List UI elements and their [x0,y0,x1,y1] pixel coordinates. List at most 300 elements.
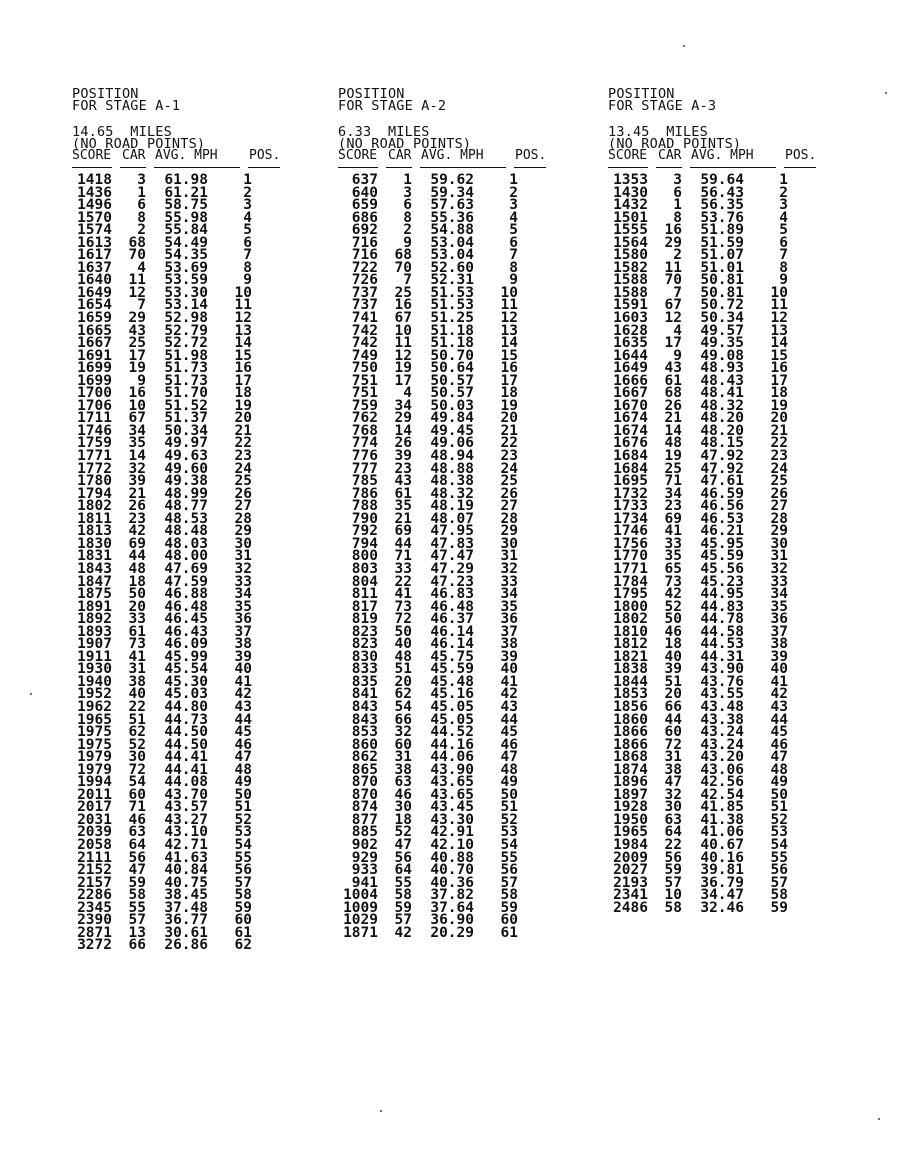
score-cell: 1911 [77,648,112,665]
score-cell: 2286 [77,887,112,904]
mph-cell: 40.16 [700,849,744,866]
car-cell: 21 [128,485,146,502]
score-cell: 1812 [613,636,648,653]
mph-cell: 51.37 [164,410,208,427]
mph-cell: 42.54 [700,786,744,803]
mph-cell: 50.57 [430,385,474,402]
car-cell: 67 [128,410,146,427]
car-cell: 56 [394,849,412,866]
score-cell: 737 [351,297,378,314]
score-cell: 874 [351,799,378,816]
stage-title-line2: FOR STAGE A-1 [72,98,181,114]
score-cell: 804 [351,573,378,590]
score-cell: 2871 [77,924,112,941]
score-cell: 843 [351,711,378,728]
score-cell: 659 [351,197,378,214]
mph-cell: 44.78 [700,611,744,628]
mph-cell: 56.35 [700,197,744,214]
car-cell: 69 [664,510,682,527]
mph-cell: 50.70 [430,347,474,364]
pos-cell: 54 [234,836,252,853]
underline-car [386,162,412,168]
pos-cell: 2 [509,184,518,201]
car-cell: 51 [664,673,682,690]
pos-cell: 3 [243,197,252,214]
pos-cell: 28 [234,510,252,527]
score-cell: 823 [351,623,378,640]
stage-note: (NO ROAD POINTS) [608,136,742,152]
mph-cell: 52.79 [164,322,208,339]
score-cell: 1588 [613,284,648,301]
pos-cell: 1 [779,172,788,188]
mph-cell: 37.82 [430,887,474,904]
score-cell: 1868 [613,749,648,766]
car-cell: 12 [664,310,682,327]
mph-cell: 49.60 [164,460,208,477]
score-cell: 1940 [77,673,112,690]
score-cell: 1649 [613,360,648,377]
score-cell: 742 [351,322,378,339]
car-cell: 9 [403,234,412,251]
pos-cell: 34 [234,586,252,603]
mph-cell: 48.32 [700,397,744,414]
car-cell: 30 [128,749,146,766]
pos-cell: 15 [500,347,518,364]
pos-cell: 42 [500,686,518,703]
pos-cell: 58 [770,887,788,904]
car-cell: 33 [394,560,412,577]
stage-title-line2: FOR STAGE A-2 [338,98,447,114]
car-cell: 44 [128,548,146,565]
mph-cell: 43.65 [430,786,474,803]
pos-cell: 36 [770,611,788,628]
mph-cell: 49.63 [164,448,208,465]
pos-cell: 46 [770,736,788,753]
underline-pos [248,162,280,168]
car-cell: 39 [394,448,412,465]
pos-cell: 25 [770,473,788,490]
car-cell: 35 [664,548,682,565]
car-cell: 1 [673,197,682,214]
pos-cell: 7 [779,247,788,264]
mph-cell: 45.56 [700,560,744,577]
pos-cell: 46 [234,736,252,753]
mph-cell: 40.36 [430,874,474,891]
score-cell: 1635 [613,335,648,352]
mph-cell: 47.92 [700,460,744,477]
pos-cell: 43 [500,698,518,715]
pos-cell: 21 [770,422,788,439]
car-cell: 50 [128,586,146,603]
score-cell: 742 [351,335,378,352]
car-cell: 6 [403,197,412,214]
result-rows [608,174,825,914]
mph-cell: 44.80 [164,698,208,715]
pos-cell: 45 [500,724,518,741]
pos-cell: 11 [500,297,518,314]
score-cell: 2031 [77,811,112,828]
mph-cell: 49.08 [700,347,744,364]
car-cell: 60 [128,786,146,803]
pos-cell: 53 [500,824,518,841]
car-cell: 73 [394,598,412,615]
mph-cell: 46.59 [700,485,744,502]
score-cell: 1640 [77,272,112,289]
car-cell: 4 [673,322,682,339]
pos-cell: 17 [500,372,518,389]
score-cell: 1029 [343,912,378,929]
pos-cell: 42 [770,686,788,703]
car-cell: 8 [137,209,146,226]
pos-cell: 16 [234,360,252,377]
pos-cell: 30 [770,535,788,552]
pos-cell: 58 [234,887,252,904]
score-cell: 2390 [77,912,112,929]
pos-cell: 60 [234,912,252,929]
pos-cell: 56 [500,862,518,879]
pos-cell: 15 [770,347,788,364]
car-cell: 71 [128,799,146,816]
car-cell: 3 [403,184,412,201]
mph-cell: 43.20 [700,749,744,766]
mph-cell: 43.90 [430,761,474,778]
mph-cell: 51.59 [700,234,744,251]
car-cell: 70 [128,247,146,264]
score-cell: 1759 [77,435,112,452]
score-cell: 1838 [613,661,648,678]
mph-cell: 45.59 [430,661,474,678]
score-cell: 1771 [613,560,648,577]
score-cell: 1800 [613,598,648,615]
pos-cell: 48 [234,761,252,778]
score-cell: 1950 [613,811,648,828]
pos-cell: 15 [234,347,252,364]
pos-cell: 31 [234,548,252,565]
column-headers [608,150,825,162]
score-cell: 1802 [77,498,112,515]
pos-cell: 24 [234,460,252,477]
car-cell: 9 [673,347,682,364]
mph-cell: 50.81 [700,284,744,301]
pos-cell: 37 [770,623,788,640]
car-cell: 25 [394,284,412,301]
car-cell: 56 [128,849,146,866]
pos-cell: 7 [509,247,518,264]
car-cell: 50 [664,611,682,628]
score-cell: 1772 [77,460,112,477]
score-cell: 1843 [77,560,112,577]
car-cell: 4 [403,385,412,402]
pos-cell: 35 [500,598,518,615]
pos-cell: 20 [770,410,788,427]
car-cell: 51 [128,711,146,728]
score-cell: 1965 [77,711,112,728]
mph-cell: 46.37 [430,611,474,628]
score-cell: 1853 [613,686,648,703]
mph-cell: 51.01 [700,259,744,276]
scan-speck [380,1110,382,1112]
mph-cell: 53.04 [430,247,474,264]
pos-cell: 41 [770,673,788,690]
pos-cell: 38 [500,636,518,653]
score-cell: 1928 [613,799,648,816]
mph-cell: 52.60 [430,259,474,276]
score-cell: 1780 [77,473,112,490]
car-cell: 31 [394,749,412,766]
car-cell: 48 [664,435,682,452]
car-cell: 55 [128,899,146,916]
mph-cell: 53.04 [430,234,474,251]
score-cell: 1896 [613,774,648,791]
car-cell: 66 [128,937,146,954]
pos-cell: 14 [770,335,788,352]
score-cell: 1965 [613,824,648,841]
mph-cell: 45.99 [164,648,208,665]
car-cell: 44 [394,535,412,552]
pos-cell: 57 [770,874,788,891]
car-cell: 59 [394,899,412,916]
car-cell: 2 [137,222,146,239]
score-cell: 1784 [613,573,648,590]
pos-cell: 21 [500,422,518,439]
pos-cell: 2 [779,184,788,201]
car-cell: 14 [394,422,412,439]
pos-cell: 27 [500,498,518,515]
car-cell: 61 [664,372,682,389]
mph-cell: 48.15 [700,435,744,452]
car-cell: 62 [394,686,412,703]
car-cell: 71 [664,473,682,490]
mph-cell: 48.19 [430,498,474,515]
pos-cell: 49 [770,774,788,791]
car-cell: 69 [394,523,412,540]
score-cell: 2111 [77,849,112,866]
mph-cell: 51.07 [700,247,744,264]
car-cell: 20 [394,673,412,690]
mph-cell: 45.16 [430,686,474,703]
pos-cell: 20 [500,410,518,427]
score-cell: 2193 [613,874,648,891]
mph-cell: 49.57 [700,322,744,339]
car-cell: 22 [664,836,682,853]
score-cell: 1591 [613,297,648,314]
mph-cell: 40.84 [164,862,208,879]
mph-cell: 51.18 [430,335,474,352]
mph-cell: 43.76 [700,673,744,690]
car-cell: 72 [394,611,412,628]
car-cell: 9 [137,372,146,389]
mph-cell: 46.88 [164,586,208,603]
mph-cell: 46.56 [700,498,744,515]
pos-cell: 3 [509,197,518,214]
score-cell: 785 [351,473,378,490]
mph-cell: 48.41 [700,385,744,402]
car-cell: 2 [403,222,412,239]
mph-cell: 48.20 [700,422,744,439]
score-cell: 1844 [613,673,648,690]
car-cell: 52 [664,598,682,615]
mph-cell: 59.62 [430,172,474,188]
mph-cell: 51.73 [164,360,208,377]
car-cell: 44 [664,711,682,728]
score-cell: 692 [351,222,378,239]
mph-cell: 43.90 [700,661,744,678]
mph-cell: 46.48 [430,598,474,615]
car-cell: 68 [664,385,682,402]
underline-mph [154,162,240,168]
mph-cell: 42.71 [164,836,208,853]
score-cell: 843 [351,698,378,715]
pos-cell: 59 [500,899,518,916]
score-cell: 2058 [77,836,112,853]
pos-cell: 49 [234,774,252,791]
score-cell: 1555 [613,222,648,239]
mph-cell: 40.67 [700,836,744,853]
score-cell: 1667 [613,385,648,402]
pos-cell: 54 [770,836,788,853]
mph-cell: 44.16 [430,736,474,753]
pos-cell: 39 [770,648,788,665]
car-cell: 29 [128,310,146,327]
car-cell: 64 [664,824,682,841]
car-cell: 42 [128,523,146,540]
score-cell: 1830 [77,535,112,552]
pos-cell: 8 [243,259,252,276]
car-cell: 41 [128,648,146,665]
score-cell: 1984 [613,836,648,853]
car-cell: 50 [394,623,412,640]
pos-cell: 45 [770,724,788,741]
pos-cell: 51 [770,799,788,816]
mph-cell: 44.50 [164,724,208,741]
mph-cell: 61.21 [164,184,208,201]
score-cell: 1810 [613,623,648,640]
table-row [72,939,289,952]
mph-cell: 47.83 [430,535,474,552]
score-cell: 1892 [77,611,112,628]
car-cell: 47 [394,836,412,853]
score-cell: 737 [351,284,378,301]
pos-cell: 32 [770,560,788,577]
car-cell: 7 [403,272,412,289]
score-cell: 1821 [613,648,648,665]
column-header-score: SCORE [338,148,378,163]
score-cell: 3272 [77,937,112,954]
mph-cell: 20.29 [430,924,474,941]
pos-cell: 43 [234,698,252,715]
score-cell: 1897 [613,786,648,803]
pos-cell: 51 [500,799,518,816]
car-cell: 38 [394,761,412,778]
score-cell: 2009 [613,849,648,866]
mph-cell: 42.56 [700,774,744,791]
pos-cell: 34 [500,586,518,603]
car-cell: 48 [128,560,146,577]
car-cell: 56 [664,849,682,866]
mph-cell: 53.14 [164,297,208,314]
car-cell: 43 [664,360,682,377]
pos-cell: 7 [243,247,252,264]
pos-cell: 53 [234,824,252,841]
scan-speck [683,45,685,47]
mph-cell: 51.25 [430,310,474,327]
pos-cell: 52 [770,811,788,828]
pos-cell: 29 [500,523,518,540]
car-cell: 7 [137,297,146,314]
score-cell: 716 [351,247,378,264]
underline-car [120,162,146,168]
pos-cell: 18 [770,385,788,402]
car-cell: 41 [394,586,412,603]
car-cell: 47 [664,774,682,791]
pos-cell: 46 [500,736,518,753]
mph-cell: 46.14 [430,623,474,640]
mph-cell: 50.03 [430,397,474,414]
underline-score [72,162,112,168]
mph-cell: 61.98 [164,172,208,188]
score-cell: 1684 [613,460,648,477]
score-cell: 833 [351,661,378,678]
car-cell: 46 [128,811,146,828]
score-cell: 811 [351,586,378,603]
pos-cell: 47 [500,749,518,766]
car-cell: 39 [664,661,682,678]
car-cell: 11 [664,259,682,276]
pos-cell: 24 [500,460,518,477]
column-header-score: SCORE [72,148,112,163]
score-cell: 1874 [613,761,648,778]
mph-cell: 44.50 [164,736,208,753]
car-cell: 55 [394,874,412,891]
pos-cell: 16 [770,360,788,377]
mph-cell: 44.08 [164,774,208,791]
car-cell: 61 [128,623,146,640]
mph-cell: 57.63 [430,197,474,214]
pos-cell: 32 [500,560,518,577]
mph-cell: 43.10 [164,824,208,841]
pos-cell: 36 [234,611,252,628]
car-cell: 70 [664,272,682,289]
score-cell: 2017 [77,799,112,816]
score-cell: 1875 [77,586,112,603]
car-cell: 18 [664,636,682,653]
score-cell: 1430 [613,184,648,201]
pos-cell: 55 [500,849,518,866]
mph-cell: 50.81 [700,272,744,289]
score-cell: 722 [351,259,378,276]
score-cell: 774 [351,435,378,452]
pos-cell: 29 [234,523,252,540]
mph-cell: 36.77 [164,912,208,929]
score-cell: 835 [351,673,378,690]
car-cell: 58 [394,887,412,904]
car-cell: 10 [128,397,146,414]
pos-cell: 5 [779,222,788,239]
car-cell: 43 [128,322,146,339]
score-cell: 786 [351,485,378,502]
mph-cell: 51.70 [164,385,208,402]
pos-cell: 56 [234,862,252,879]
pos-cell: 12 [234,310,252,327]
car-cell: 40 [394,636,412,653]
pos-cell: 35 [234,598,252,615]
column-header-mph: AVG. MPH [691,148,754,163]
column-headers [72,150,289,162]
car-cell: 1 [403,172,412,188]
scan-speck [878,1118,880,1120]
mph-cell: 26.86 [164,937,208,954]
car-cell: 41 [664,523,682,540]
